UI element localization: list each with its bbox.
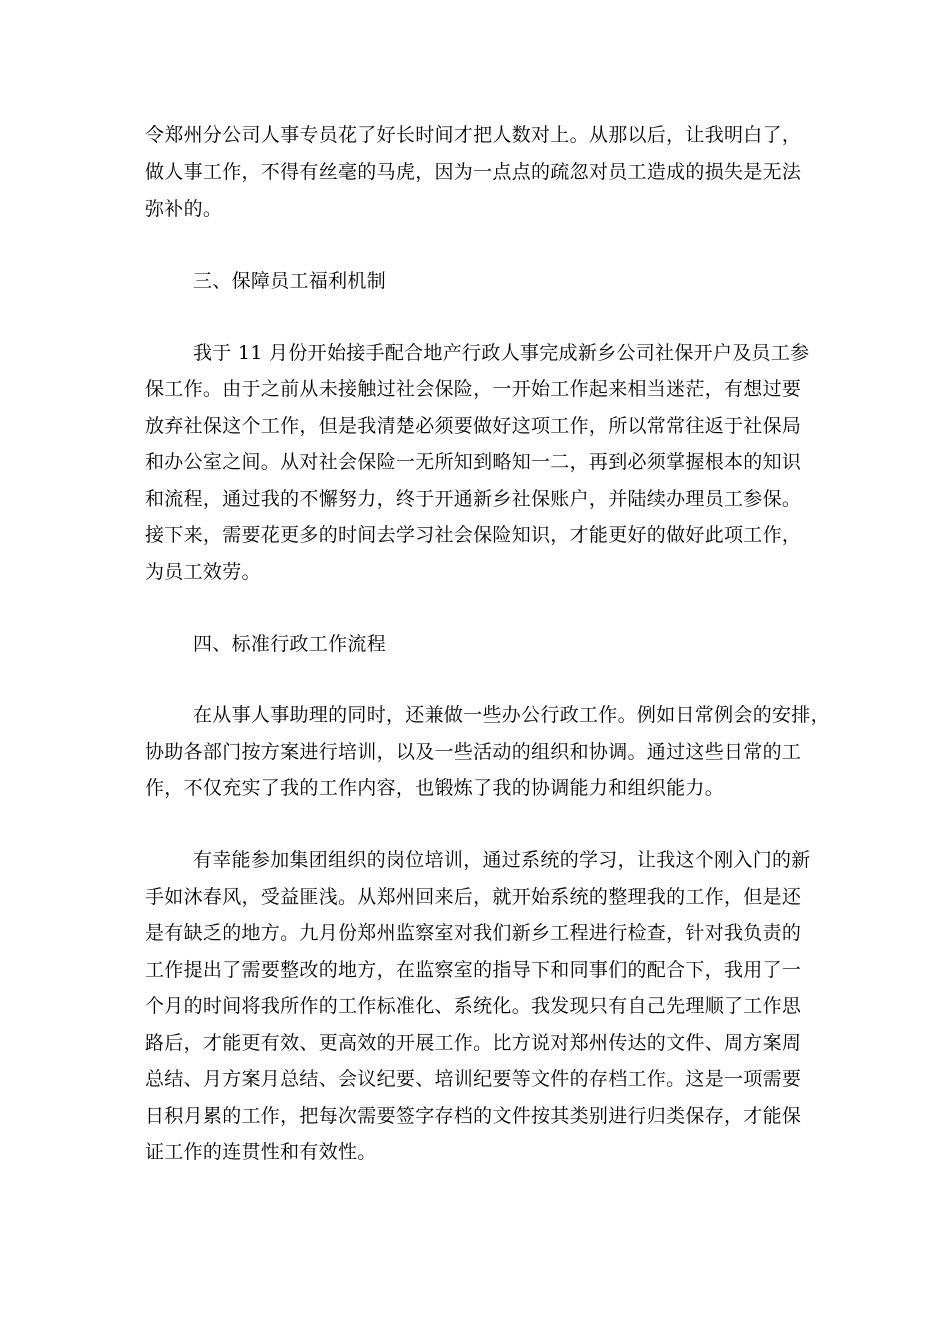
paragraph-4-line-4: 工作提出了需要整改的地方，在监察室的指导下和同事们的配合下，我用了一 (145, 959, 802, 981)
paragraph-1-line-2: 做人事工作，不得有丝毫的马虎，因为一点点的疏忽对员工造成的损失是无法 (145, 161, 802, 183)
paragraph-2-line-2: 保工作。由于之前从未接触过社会保险，一开始工作起来相当迷茫，有想过要 (145, 378, 802, 400)
paragraph-1-line-3: 弥补的。 (145, 198, 223, 220)
paragraph-4-line-8: 日积月累的工作，把每次需要签字存档的文件按其类别进行归类保存，才能保 (145, 1105, 802, 1127)
paragraph-2-line-5: 和流程，通过我的不懈努力，终于开通新乡社保账户，并陆续办理员工参保。 (145, 488, 802, 510)
paragraph-4-line-7: 总结、月方案月总结、会议纪要、培训纪要等文件的存档工作。这是一项需要 (145, 1068, 802, 1090)
paragraph-2-line-6: 接下来，需要花更多的时间去学习社会保险知识，才能更好的做好此项工作， (145, 524, 802, 546)
paragraph-4-line-2: 手如沐春风，受益匪浅。从郑州回来后，就开始系统的整理我的工作，但是还 (145, 886, 802, 908)
paragraph-2-line-7: 为员工效劳。 (145, 561, 261, 583)
paragraph-1-line-1: 令郑州分公司人事专员花了好长时间才把人数对上。从那以后，让我明白了， (145, 124, 802, 146)
section-heading-3: 三、保障员工福利机制 (193, 270, 387, 292)
paragraph-3-line-1: 在从事人事助理的同时，还兼做一些办公行政工作。例如日常例会的安排， (193, 704, 830, 726)
paragraph-2-line-1: 我于 11 月份开始接手配合地产行政人事完成新乡公司社保开户及员工参 (193, 342, 810, 364)
paragraph-4-line-6: 路后，才能更有效、更高效的开展工作。比方说对郑州传达的文件、周方案周 (145, 1032, 802, 1054)
paragraph-4-line-1: 有幸能参加集团组织的岗位培训，通过系统的学习，让我这个刚入门的新 (193, 849, 811, 871)
paragraph-2-line-3: 放弃社保这个工作，但是我清楚必须要做好这项工作，所以常常往返于社保局 (145, 415, 802, 437)
section-heading-4: 四、标准行政工作流程 (193, 633, 387, 655)
paragraph-3-line-3: 作，不仅充实了我的工作内容，也锻炼了我的协调能力和组织能力。 (145, 777, 725, 799)
paragraph-4-line-3: 是有缺乏的地方。九月份郑州监察室对我们新乡工程进行检查，针对我负责的 (145, 922, 802, 944)
paragraph-2-line-4: 和办公室之间。从对社会保险一无所知到略知一二，再到必须掌握根本的知识 (145, 451, 802, 473)
paragraph-4-line-5: 个月的时间将我所作的工作标准化、系统化。我发现只有自己先理顺了工作思 (145, 995, 802, 1017)
paragraph-3-line-2: 协助各部门按方案进行培训，以及一些活动的组织和协调。通过这些日常的工 (145, 741, 802, 763)
paragraph-4-line-9: 证工作的连贯性和有效性。 (145, 1141, 377, 1163)
